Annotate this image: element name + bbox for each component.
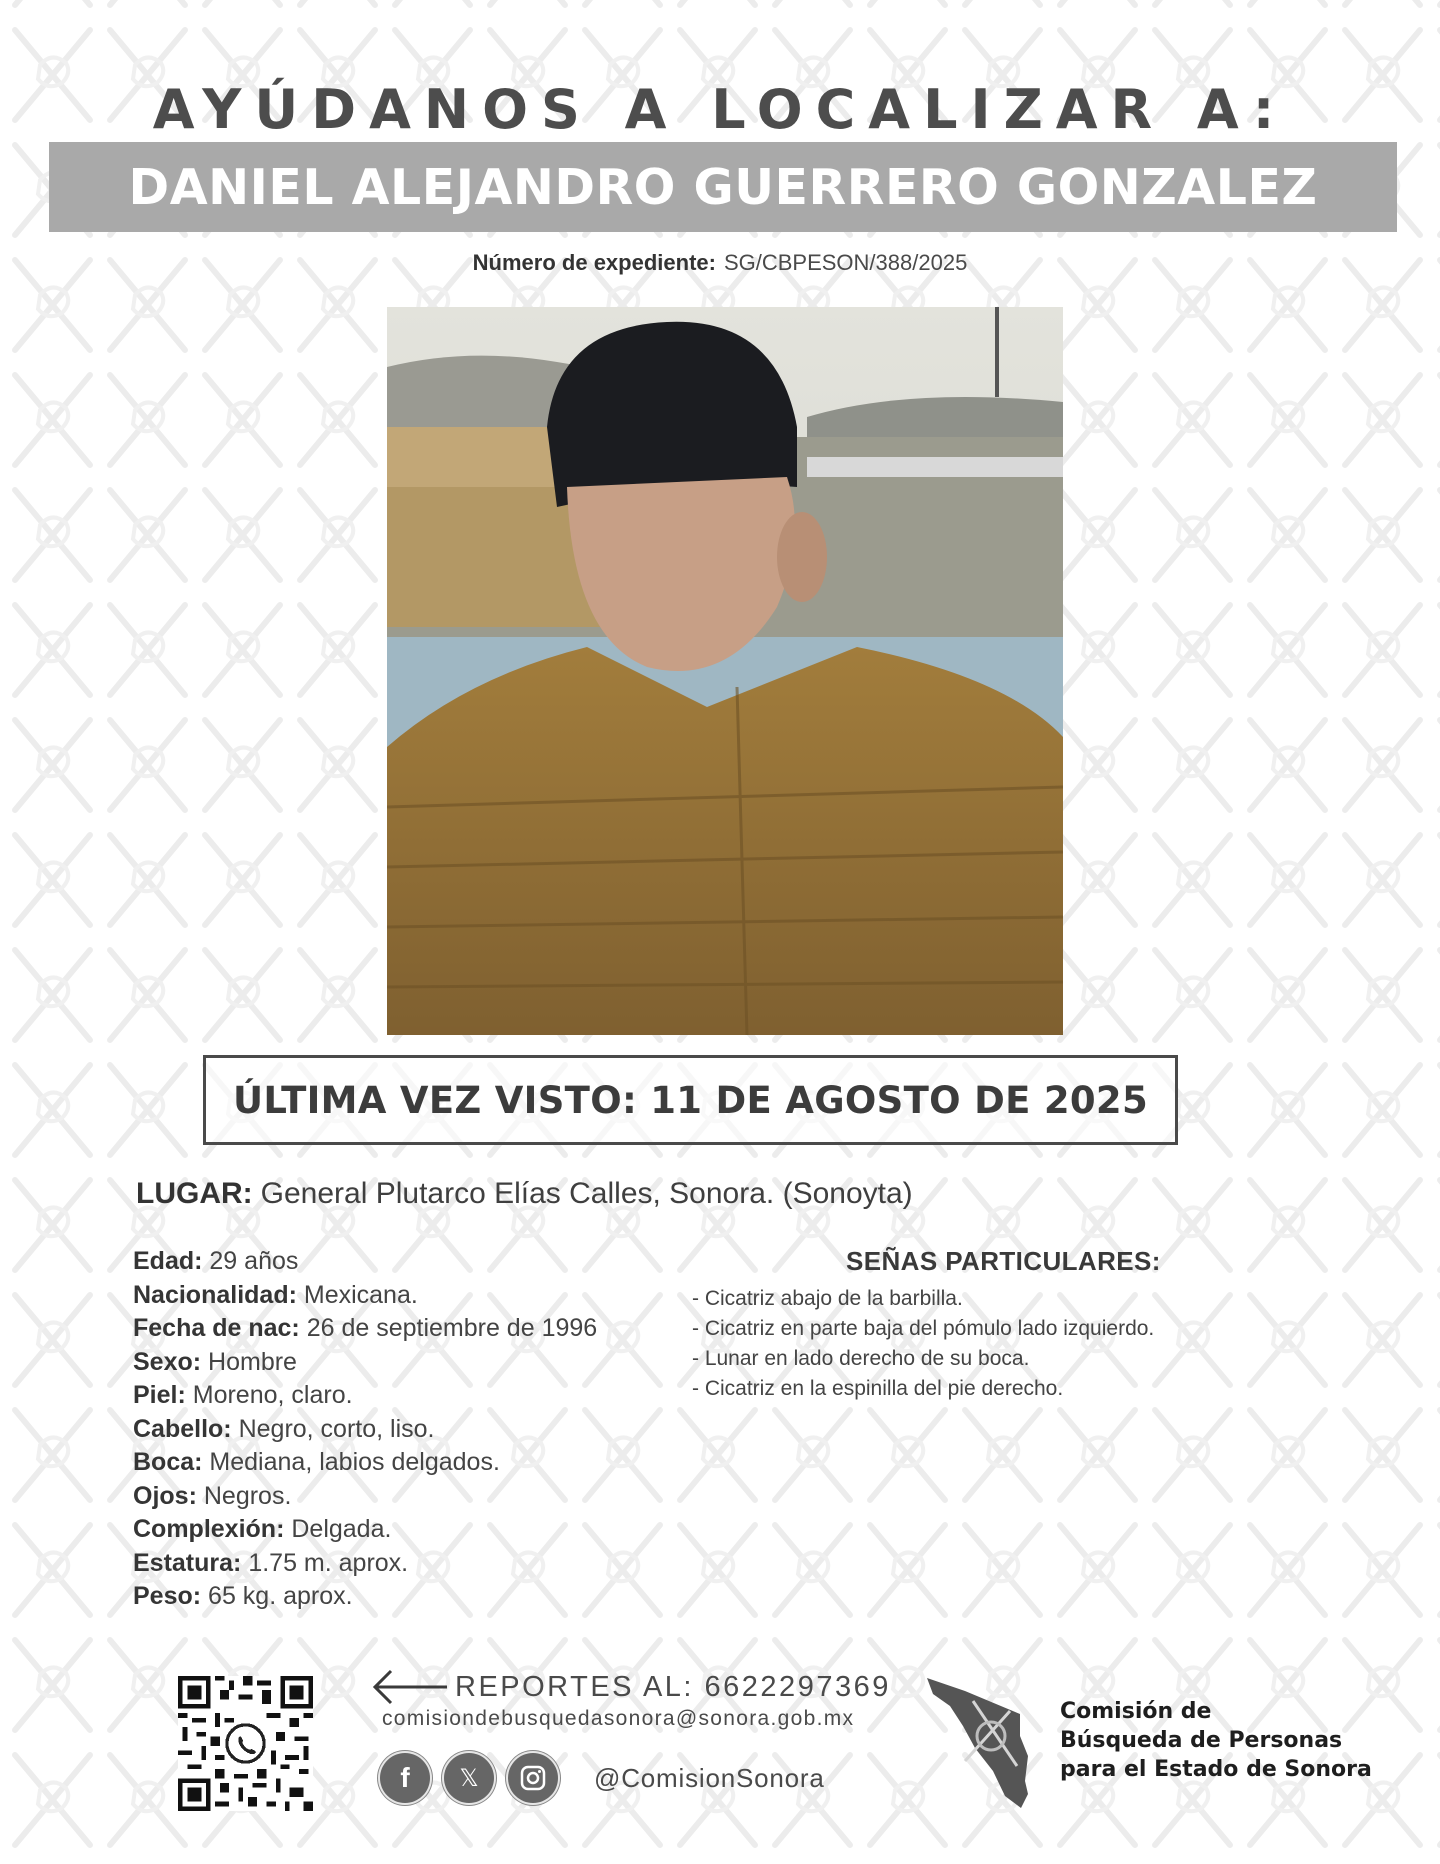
place-label: LUGAR: — [136, 1177, 253, 1210]
detail-height — [133, 1547, 693, 1581]
x-icon[interactable] — [444, 1753, 494, 1803]
commission-name-line: Búsqueda de Personas — [1060, 1728, 1343, 1753]
facebook-glyph: f — [400, 1762, 410, 1793]
social-handle[interactable]: @ComisionSonora — [594, 1762, 825, 1793]
sonora-commission-logo — [925, 1676, 1040, 1812]
physical-details — [133, 1245, 693, 1614]
page-headline: AYÚDANOS A LOCALIZAR A: — [152, 78, 1288, 141]
detail-value: 65 kg. aprox. — [208, 1582, 353, 1610]
detail-mouth — [133, 1446, 693, 1480]
contact-email[interactable]: comisiondebusquedasonora@sonora.gob.mx — [382, 1707, 855, 1730]
last-seen-place — [136, 1177, 913, 1211]
detail-value: Delgada. — [291, 1515, 392, 1543]
expediente-line — [0, 250, 1440, 276]
detail-eyes — [133, 1480, 693, 1514]
social-media-row — [380, 1753, 825, 1803]
place-value: General Plutarco Elías Calles, Sonora. (Sonoyta) — [260, 1177, 913, 1210]
whatsapp-qr-code[interactable] — [178, 1676, 313, 1811]
detail-value: 26 de septiembre de 1996 — [306, 1314, 598, 1342]
sonora-map-icon — [925, 1676, 1040, 1812]
instagram-glyph — [519, 1764, 547, 1792]
last-seen-box — [203, 1055, 1178, 1145]
distinguishing-marks-list — [692, 1284, 1154, 1404]
detail-nationality — [133, 1279, 693, 1313]
distinguishing-marks-title: SEÑAS PARTICULARES: — [846, 1246, 1161, 1276]
expediente-label: Número de expediente: — [472, 250, 716, 275]
arrow-left-icon — [371, 1667, 449, 1707]
detail-label: Edad: — [133, 1247, 203, 1275]
last-seen-date: ÚLTIMA VEZ VISTO: 11 DE AGOSTO DE 2025 — [232, 1078, 1149, 1122]
distinguishing-mark: - Cicatriz en la espinilla del pie derecho. — [692, 1377, 1064, 1400]
distinguishing-mark: - Cicatriz en parte baja del pómulo lado izquierdo. — [692, 1317, 1155, 1340]
detail-value: 1.75 m. aprox. — [248, 1548, 409, 1577]
detail-value: Negro, corto, liso. — [238, 1414, 435, 1443]
missing-person-photo — [387, 307, 1063, 1035]
detail-age — [133, 1245, 693, 1279]
qr-code-icon — [178, 1676, 313, 1811]
detail-label: Estatura: — [133, 1548, 242, 1577]
detail-value: 29 años — [209, 1247, 299, 1275]
detail-label: Peso: — [133, 1582, 202, 1610]
detail-label: Fecha de nac: — [133, 1314, 300, 1342]
detail-label: Sexo: — [133, 1347, 202, 1376]
report-phone-line — [371, 1667, 891, 1707]
detail-label: Complexión: — [133, 1515, 285, 1543]
commission-name-line: para el Estado de Sonora — [1060, 1757, 1372, 1782]
detail-value: Hombre — [208, 1347, 297, 1376]
detail-sex — [133, 1346, 693, 1380]
person-name: DANIEL ALEJANDRO GUERRERO GONZALEZ — [128, 158, 1318, 216]
x-glyph: 𝕏 — [459, 1764, 479, 1792]
detail-weight — [133, 1580, 693, 1614]
expediente-value: SG/CBPESON/388/2025 — [723, 250, 968, 275]
detail-hair — [133, 1413, 693, 1447]
commission-name-line: Comisión de — [1060, 1699, 1212, 1724]
detail-build — [133, 1513, 693, 1547]
instagram-icon[interactable] — [508, 1753, 558, 1803]
detail-label: Nacionalidad: — [133, 1280, 297, 1309]
detail-label: Ojos: — [133, 1481, 197, 1510]
facebook-icon[interactable] — [380, 1753, 430, 1803]
commission-name — [1060, 1697, 1372, 1784]
detail-skin — [133, 1379, 693, 1413]
detail-label: Piel: — [133, 1381, 186, 1409]
detail-value: Mediana, labios delgados. — [209, 1448, 500, 1476]
detail-label: Cabello: — [133, 1414, 232, 1443]
distinguishing-mark: - Lunar en lado derecho de su boca. — [692, 1347, 1030, 1370]
photo-illustration — [387, 307, 1063, 1035]
person-name-banner — [49, 142, 1397, 232]
detail-value: Moreno, claro. — [192, 1381, 353, 1409]
distinguishing-mark: - Cicatriz abajo de la barbilla. — [692, 1287, 963, 1310]
detail-value: Mexicana. — [303, 1280, 418, 1309]
detail-value: Negros. — [203, 1481, 292, 1510]
detail-birthdate — [133, 1312, 693, 1346]
report-phone[interactable]: REPORTES AL: 6622297369 — [455, 1670, 891, 1703]
detail-label: Boca: — [133, 1448, 203, 1476]
